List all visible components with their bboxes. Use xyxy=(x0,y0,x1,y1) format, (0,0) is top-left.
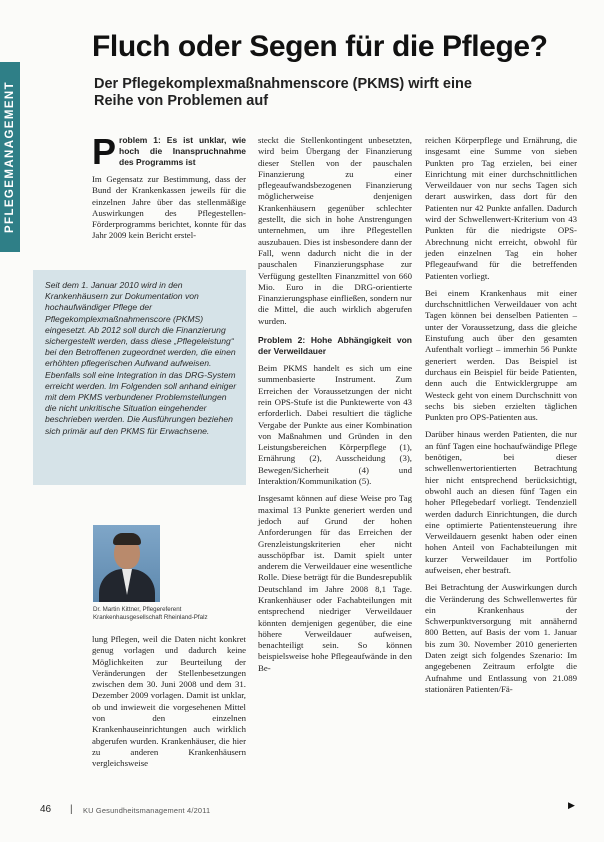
body-paragraph: Insgesamt können auf diese Weise pro Tag maximal 13 Punkte generiert werden und jedoch auf Grund der hohen Anforderungen für das Erreichen der Grenzleistungskriterien eher nicht ausschöpfbar ist. Damit spielt unter anderem die Verweildauer eine wesentliche Rolle. Diese beträgt für die Bundesrepublik Deutschland im Jahre 2008 8,1 Tage. Krankenhäuser oder Fachabteilungen mit entsprechend niedriger Verweildauer könnten demjenigen gegenüber, die eine höhere Verweildauer aufweisen, benachteiligt sein. So können beispielsweise hohe Pflegeaufwände in den Be- xyxy=(258,493,412,673)
lead-paragraph xyxy=(92,131,246,172)
continue-arrow-icon: ▶ xyxy=(568,800,575,810)
body-paragraph: Im Gegensatz zur Bestimmung, dass der Bund der Krankenkassen jeweils für die einzelnen Jahre über das stellenmäßige Auswirkungen des Pflegestellen-Förderprogramms berichtet, konnte für das Jahr 2009 kein Bericht erstel- xyxy=(92,174,246,241)
body-paragraph: Bei einem Krankenhaus mit einer durchschnittlichen Verweildauer von acht Tagen können bei denselben Patienten – unter der Voraussetzung, dass die gleiche Einstufung auch über den gesamten Aufenthalt vorliegt – immerhin 56 Punkte generiert werden. Das Beispiel ist durchaus ein Beispiel für beide Patienten, denn auch die Entwicklergruppe am Westeck geht von einem Durchschnitt von sechs bis sieben erzielten täglichen Punkten pro OPS-Patienten aus. xyxy=(425,287,577,423)
article-title: Fluch oder Segen für die Pflege? xyxy=(92,30,548,63)
column-3 xyxy=(425,135,577,701)
intro-text: Seit dem 1. Januar 2010 wird in den Krankenhäusern zur Dokumentation von hochaufwändiger Pflege der Pflegekomplexmaßnahmenscore (PKMS) eingesetzt. Ab 2012 soll durch die Finanzierung sichergestellt werden, dass diese „Pflegeleistung“ bei den Betroffenen zugeordnet werden, die einen erhöhten pflegerischen Aufwand aufweisen. Ebenfalls soll eine Integration in das DRG-System erreicht werden. Im Folgenden soll anhand einiger mit dem PKMS verbundener Problemstellungen die nicht unkritische Situation eingehender beschrieben werden. Die Ausführungen beziehen sich primär auf den PKMS für Erwachsene. xyxy=(45,280,237,436)
body-paragraph: Darüber hinaus werden Patienten, die nur an fünf Tagen eine hochaufwändige Pflege benötigen, bei dieser schwellenwertorientierten Betrachtung hier nicht entsprechend berücksichtigt, obwohl auch an diesen fünf Tagen ein hoher Pflegebedarf vorliegt. Tendenziell werden dadurch Einrichtungen, die durch eine optimierte Patientensteuerung ihre Verweildauern gesenkt haben oder einen hohen Anteil von Fachabteilungen mit kurzer Verweildauer im Portfolio aufweisen, eher bestraft. xyxy=(425,429,577,575)
drop-cap: P xyxy=(92,131,117,172)
body-paragraph: reichen Körperpflege und Ernährung, die insgesamt eine Summe von sieben Punkten pro Tag erzielen, bei einer Einrichtung mit einer durchschnittlichen Verweildauer von nur sechs Tagen sich derart auswirken, dass dort für den Patienten nur 42 Punkte anfallen. Dadurch wird der Schwellenwert-Kriterium von 43 Punkten für die niedrigste OPS-Abrechnung nicht erreicht, obwohl für jeden einzelnen Tag ein hoher Pflegeaufwand für die betreffenden Patienten vorliegt. xyxy=(425,135,577,281)
body-paragraph: steckt die Stellenkontingent unbesetzten, wird beim Übergang der Finanzierung dieser Stellen von der pauschalen Finanzierung zu einer pflegeaufwandsbezogenen Finanzierung möglicherweise denjenigen Krankenhäusern gegenüber schlechter gestellt, die sich in hohe Anstrengungen unternehmen, um ihre Pflegestellen auszubauen. Dies ist insbesondere dann der Fall, wenn dadurch nicht die in der pauschalen Finanzierungsphase zur Verfügung gestellten Finanzmittel von 660 Mio. Euro in die DRG-orientierte Finanzierungsphase einfließen, sondern nur die Mittel, die auch wirklich abgerufen wurden. xyxy=(258,135,412,326)
article-subtitle: Der Pflegekomplexmaßnahmenscore (PKMS) wirft eine Reihe von Problemen auf xyxy=(94,76,472,109)
body-paragraph: lung Pflegen, weil die Daten nicht konkret genug vorlagen und dadurch keine Möglichkeiten zur Beurteilung der Veränderungen der Stellenbesetzungen zwischen dem 30. Juni 2008 und dem 31. Dezember 2009 vorlagen. Damit ist unklar, ob und inwieweit die vorgesehenen Mittel von den einzelnen Krankenhauseinrichtungen auch wirklich abgerufen wurden. Krankenhäuser, die hier zu anderen Krankenhäusern vergleichsweise xyxy=(92,634,246,769)
footer-source: KU Gesundheitsmanagement 4/2011 xyxy=(83,806,211,815)
section-label: PFLEGEMANAGEMENT xyxy=(4,80,16,234)
column-1 xyxy=(92,131,246,248)
lead-text: roblem 1: Es ist unklar, wie hoch die Inanspruchnahme des Programms ist xyxy=(119,135,246,167)
author-photo xyxy=(93,525,160,602)
section-tab xyxy=(0,62,20,252)
column-1-continued xyxy=(92,634,246,776)
intro-callout-box xyxy=(33,270,246,485)
footer-separator: | xyxy=(70,804,73,815)
body-paragraph: Beim PKMS handelt es sich um eine summenbasierte Instrument. Zum Erreichen der Voraussetzungen der nicht rein OPS-Stufe ist die Punktewerte von 43 erforderlich. Dabei resultiert die tägliche Vergabe der Punkte aus einer Kombination von Maßnahmen und Gründen in den Leistungsbereichen Körperpflege (1), Ernährung (2), Ausscheidung (3), Bewegen/Sicherheit (4) und Interaktion/Kommunikation (5). xyxy=(258,363,412,487)
column-2 xyxy=(258,135,412,680)
photo-caption: Dr. Martin Kittner, Pflegereferent Krankenhausgesellschaft Rheinland-Pfalz xyxy=(93,606,208,621)
body-paragraph: Bei Betrachtung der Auswirkungen durch die Veränderung des Schwellenwertes für ein Krankenhaus der Schwerpunktversorgung mit annähernd 800 Betten, auf Basis der vom 1. Januar bis zum 30. November 2010 generierten Daten zeigt sich folgendes Szenario: Im angegebenen Zeitraum erfolgte die Aufnahme und Entlassung von 21.089 stationären Patienten/Fä- xyxy=(425,582,577,694)
page-number: 46 xyxy=(40,804,52,815)
section-heading: Problem 2: Hohe Abhängigkeit von der Verweildauer xyxy=(258,335,412,357)
